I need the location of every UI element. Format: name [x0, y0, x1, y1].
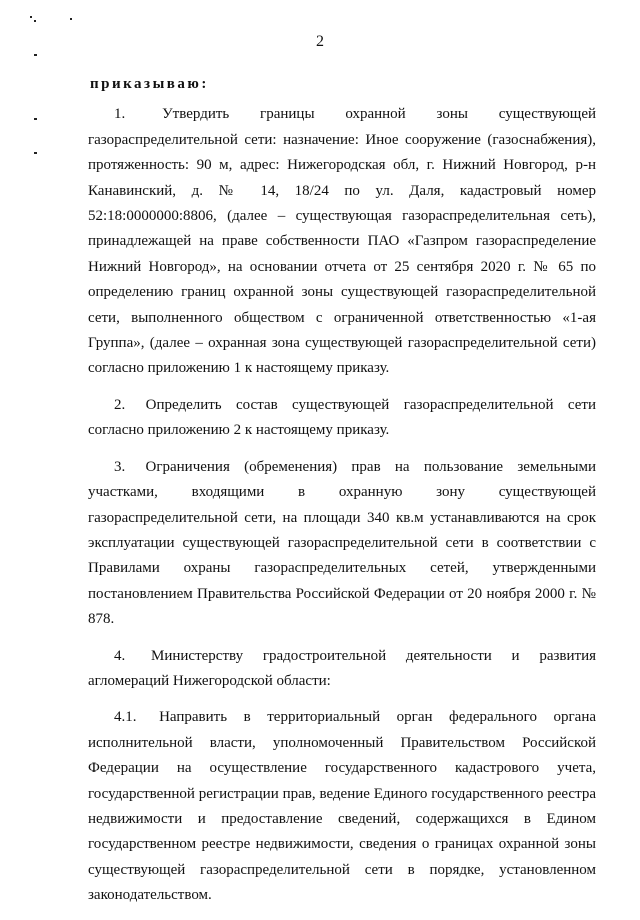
paragraph-number: 4.1.	[114, 709, 137, 726]
margin-tick	[34, 152, 37, 154]
paragraph-text: Определить состав существующей газораспределительной сети согласно приложению 2 к настоящему приказу.	[88, 396, 596, 439]
paragraph-4-1	[88, 705, 596, 908]
scan-speck	[34, 20, 36, 22]
paragraph-number: 2.	[114, 396, 126, 413]
page-number: 2	[316, 33, 324, 50]
scan-speck	[30, 16, 32, 18]
margin-tick	[34, 54, 37, 56]
paragraph-2	[88, 393, 596, 444]
paragraph-text: Ограничения (обременения) прав на пользование земельными участками, входящими в охранную зону существующей газораспределительной сети, на площади 340 кв.м устанавливаются на срок эксплуатации существующей газораспределительной сети в соответствии с Правилами охраны газораспределительных сетей, утвержденными постановлением Правительства Российской Федерации от 20 ноября 2000 г. № 878.	[88, 458, 597, 628]
margin-tick	[34, 118, 37, 120]
paragraph-3	[88, 455, 596, 633]
scan-speck	[70, 18, 72, 20]
paragraph-text: Министерству градостроительной деятельности и развития агломераций Нижегородской области:	[88, 647, 597, 689]
paragraph-text: Направить в территориальный орган федерального органа исполнительной власти, уполномоченный Правительством Российской Федерации на осуществление государственного кадастрового учета, государственной регистрации прав, ведение Единого государственного реестра недвижимости и предоставление сведений, содержащихся в Едином государственном реестре недвижимости, сведения о границах охранной зоны существующей газораспределительной сети в порядке, установленном законодательством.	[88, 709, 596, 904]
paragraph-number: 1.	[114, 106, 126, 123]
paragraph-number: 4.	[114, 647, 126, 664]
paragraph-text: Утвердить границы охранной зоны существующей газораспределительной сети: назначение: Иное сооружение (газоснабжения), протяженность: 90 м, адрес: Нижегородская обл, г. Нижний Новгород, р-н Канавинский, д. № 14, 18/24 по ул. Даля, кадастровый номер 52:18:0000000:8806, (далее – существующая газораспределительная сеть), принадлежащей на праве собственности ПАО «Газпром газораспределение Нижний Новгород», на основании отчета от 25 сентября 2020 г. № 65 по определению границ охранной зоны существующей газораспределительной сети, выполненного обществом с ограниченной ответственностью «1-ая Группа», (далее – охранная зона существующей газораспределительной сети) согласно приложению 1 к настоящему приказу.	[88, 106, 597, 377]
paragraph-1	[88, 102, 596, 381]
order-heading: приказываю:	[90, 76, 209, 92]
paragraph-number: 3.	[114, 458, 126, 475]
document-body	[88, 72, 596, 920]
paragraph-4	[88, 644, 596, 695]
